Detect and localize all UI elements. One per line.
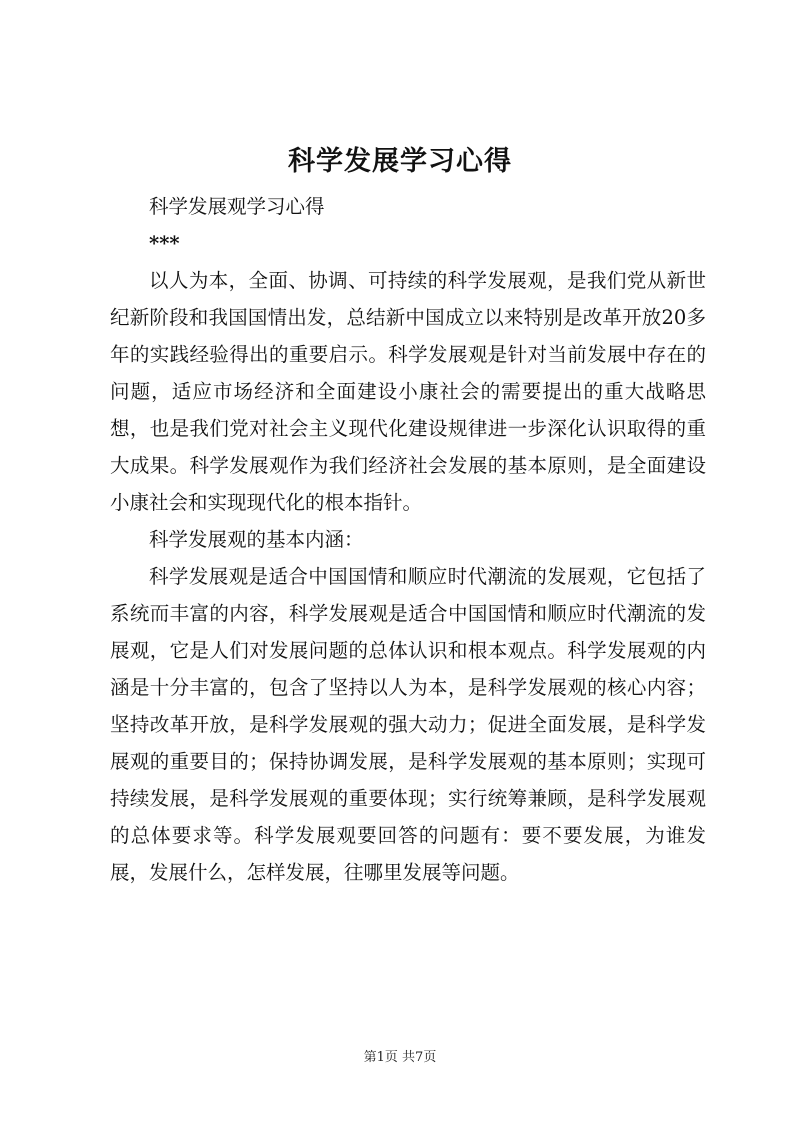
document-title: 科学发展学习心得 (288, 146, 512, 177)
section-heading: 科学发展观的基本内涵： (149, 528, 364, 551)
subtitle: 科学发展观学习心得 (149, 195, 325, 218)
separator: *** (149, 232, 180, 255)
paragraph: 以人为本，全面、协调、可持续的科学发展观，是我们党从新世纪新阶段和我国国情出发，总结新中国成立以来特别是改革开放20多年的实践经验得出的重要启示。科学发展观是针对当前发展中存在的问题，适应市场经济和全面建设小康社会的需要提出的重大战略思想，也是我们党对社会主义现代化建设规律进一步深化认识取得的重大成果。科学发展观作为我们经济社会发展的基本原则，是全面建设小康社会和实现现代化的根本指针。 (110, 269, 706, 514)
paragraph: 科学发展观是适合中国国情和顺应时代潮流的发展观，它包括了系统而丰富的内容，科学发展观是适合中国国情和顺应时代潮流的发展观，它是人们对发展问题的总体认识和根本观点。科学发展观的内涵是十分丰富的，包含了坚持以人为本，是科学发展观的核心内容；坚持改革开放，是科学发展观的强大动力；促进全面发展，是科学发展观的重要目的；保持协调发展，是科学发展观的基本原则；实现可持续发展，是科学发展观的重要体现；实行统筹兼顾，是科学发展观的总体要求等。科学发展观要回答的问题有：要不要发展，为谁发展，发展什么，怎样发展，往哪里发展等问题。 (110, 565, 706, 884)
document-body (110, 188, 706, 891)
page-number: 第1页 共7页 (363, 1050, 437, 1065)
